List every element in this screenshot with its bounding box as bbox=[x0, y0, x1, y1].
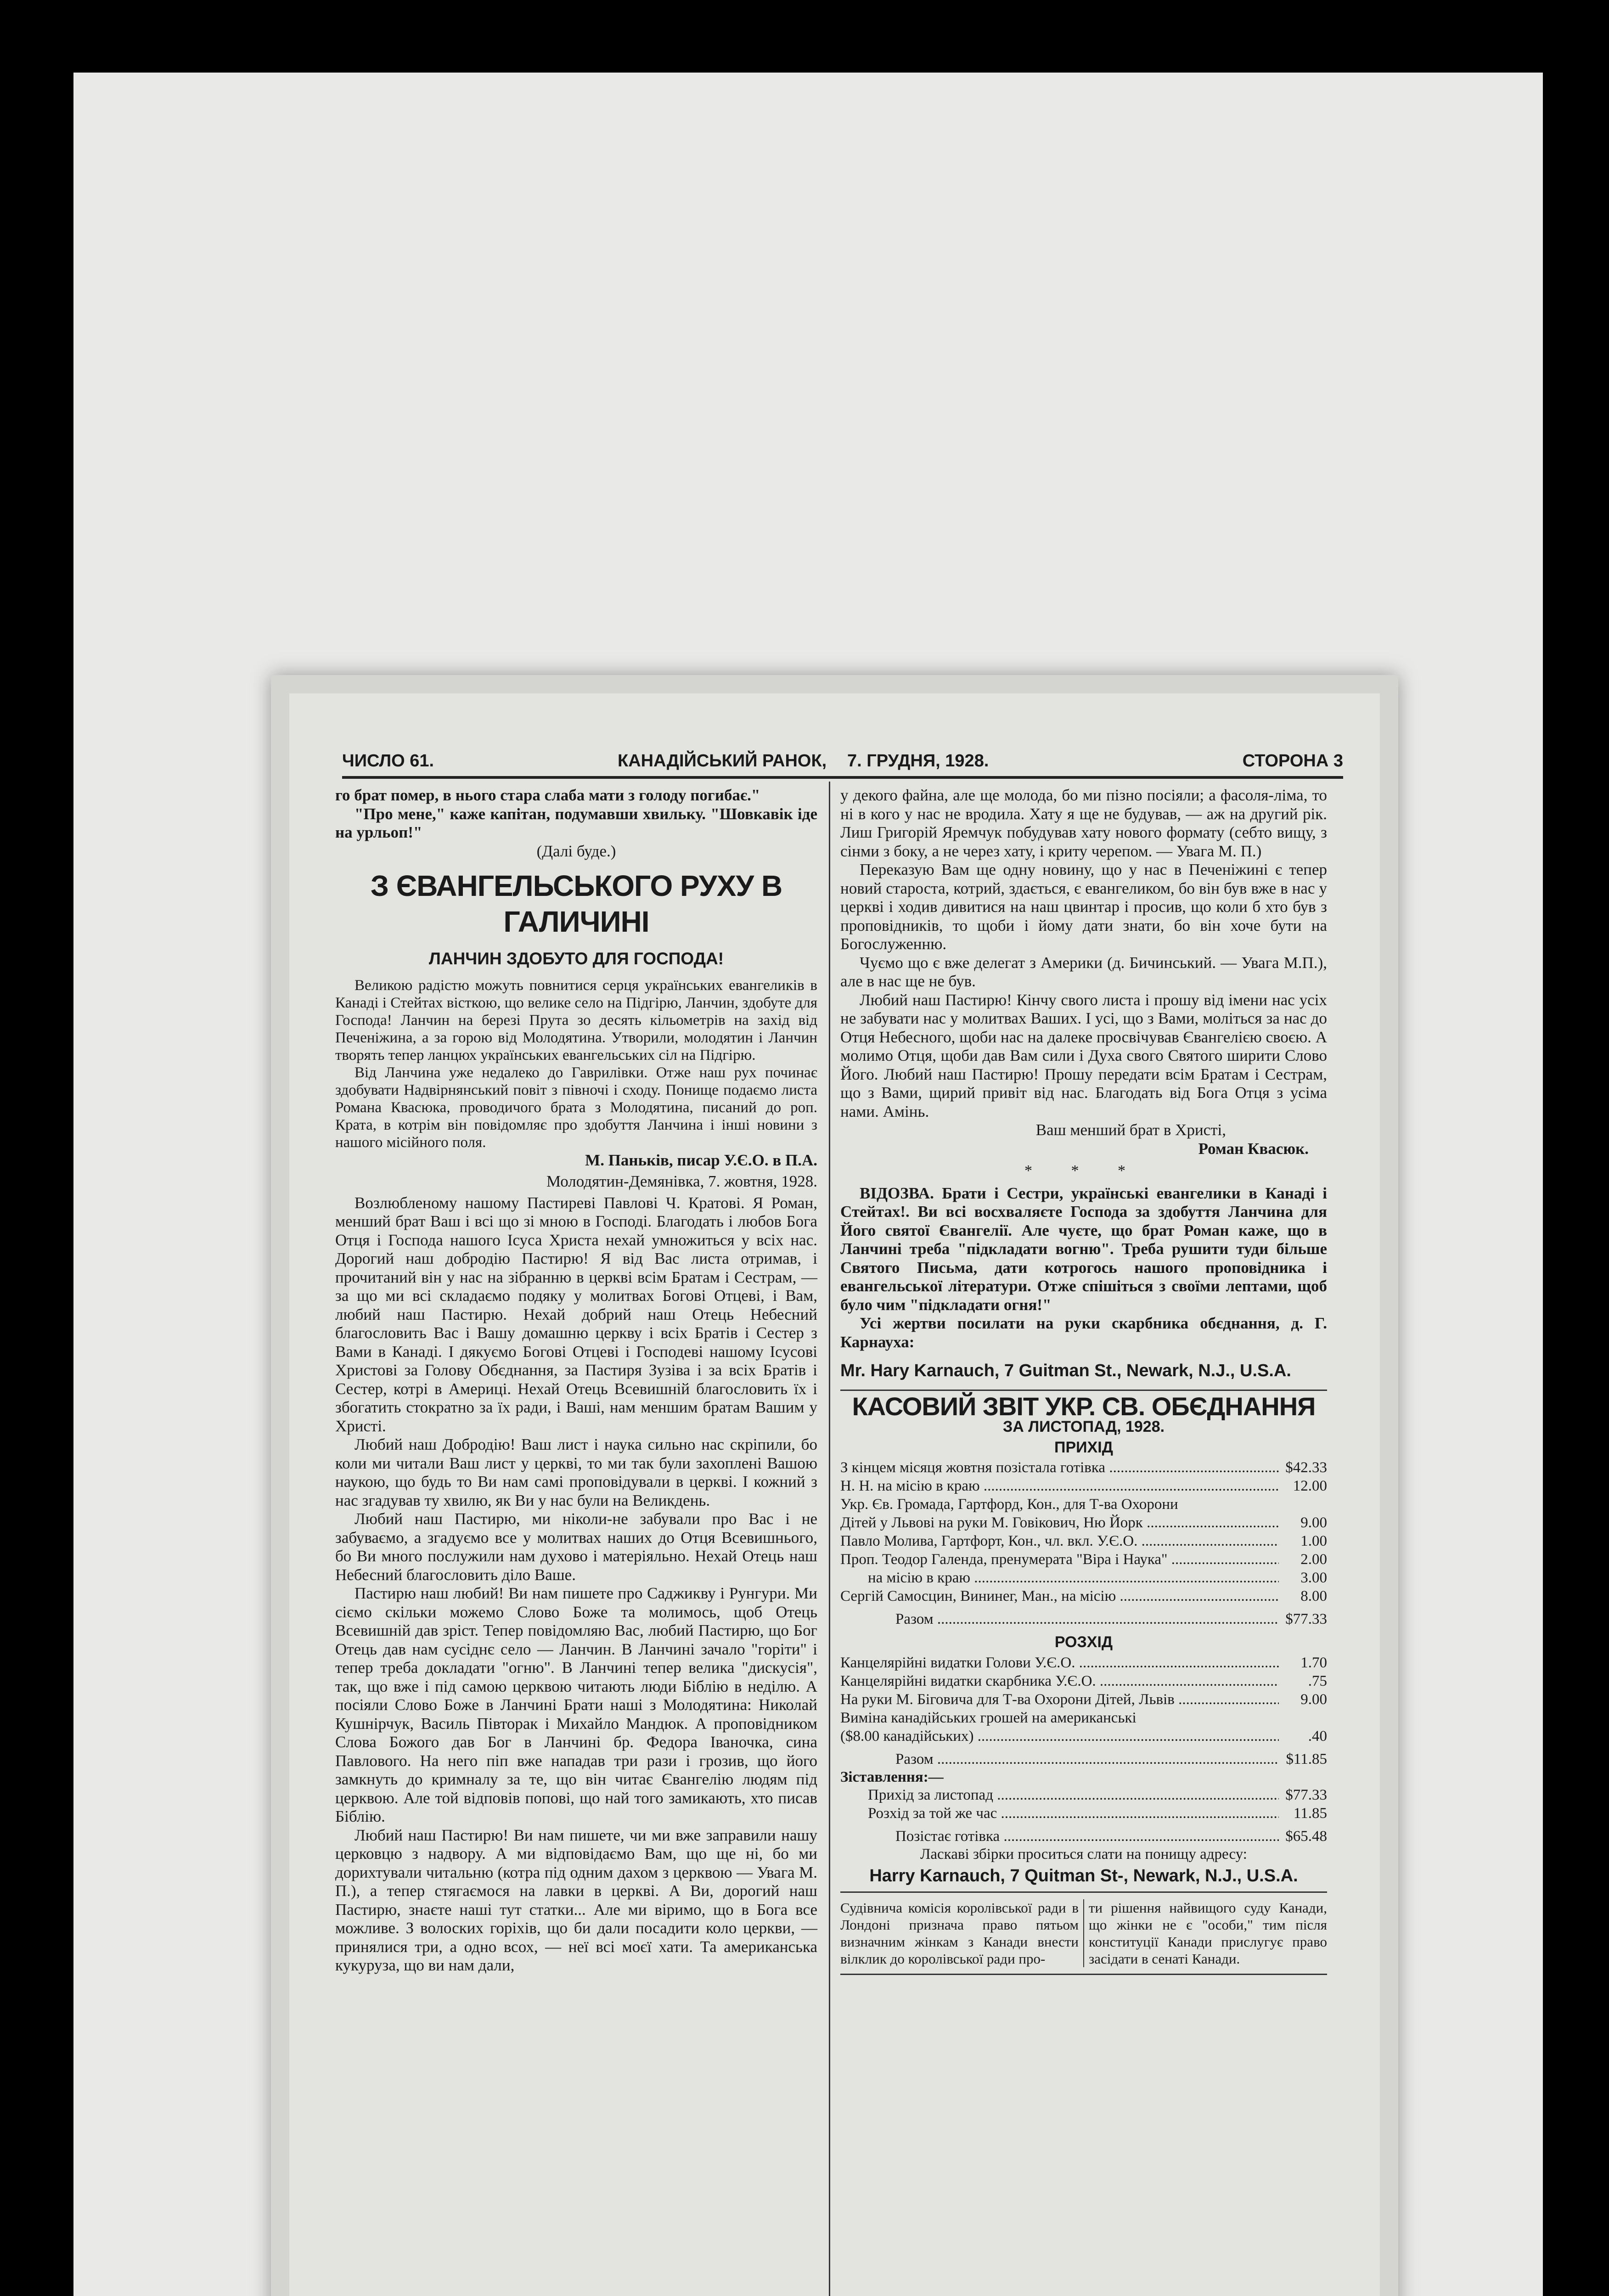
income-row bbox=[840, 1495, 1327, 1514]
income-list bbox=[840, 1458, 1327, 1605]
expense-label: На руки М. Біговича для Т-ва Охорони Дітей, Львів ..... bbox=[840, 1690, 1279, 1709]
letter-paragraph: у декого файна, але ще молода, бо ми пізно посіяли; а фасоля-ліма, то ні в кого у нас не вродила. Хату я ще не будував, — аж на другий рік. Лиш Григорій Яремчук побудував хату нового формату (себто вищу, з сінми з боку, а не через хату, і криту черепом. — Увага М. П.) bbox=[840, 786, 1327, 860]
expense-label: Виміна канадійських грошей на американські bbox=[840, 1709, 1136, 1726]
summary-label: Розхід за той же час ..... bbox=[868, 1804, 1279, 1823]
article-paragraph: Великою радістю можуть повнитися серця українських евангеликів в Канаді і Стейтах вісткою, що велике село на Підгірю, Ланчин, здобуте для Господа! Ланчин на березі Прута зо десять кільометрів на захід від Печеніжина, а за горою від Молодятина. Утворили, молодятин і Ланчин творять тепер ланцюх українських евангельських сіл на Підгірю. bbox=[335, 977, 817, 1064]
page-number: СТОРОНА 3 bbox=[1242, 751, 1343, 771]
header-rule bbox=[342, 776, 1343, 779]
summary-amount: 11.85 bbox=[1293, 1805, 1327, 1822]
income-amount: 8.00 bbox=[1300, 1588, 1327, 1604]
report-title: КАСОВИЙ ЗВІТ УКР. СВ. ОБЄДНАННЯ bbox=[852, 1391, 1316, 1421]
article-signature: М. Паньків, писар У.Є.О. в П.А. bbox=[585, 1151, 817, 1169]
letter-paragraph: Любий наш Пастирю! Кінчу свого листа і прошу від імени нас усіх не забувати нас у молитвах Ваших. І усі, що з Вами, моліться за нас до Отця Небесного, щоби нас на далеке просвічував Євангелією своєю. А молимо Отця, щоби дав Вам сили і Духа свого Святого ширити Слово Його. Любий наш Пастирю! Прошу передати всім Братам і Сестрам, що з Вами, щирий привіт від нас. Благодать від Бога Отця з усіма нами. Амінь. bbox=[840, 990, 1327, 1120]
income-amount: $42.33 bbox=[1285, 1459, 1327, 1476]
letter-paragraph: Чуємо що є вже делегат з Америки (д. Бичинський. — Увага М.П.), але в нас ще не був. bbox=[840, 953, 1327, 990]
divider bbox=[840, 1891, 1327, 1893]
news-text-b: ти рішення найвищого суду Канади, що жінки не є "особи," тим після конституції Канади прислугує право засідати в сенаті Канади. bbox=[1083, 1899, 1327, 1967]
summary-amount: $77.33 bbox=[1285, 1786, 1327, 1803]
income-label: Дітей у Львові на руки М. Говікович, Ню Йорк ..... bbox=[840, 1514, 1279, 1532]
summary-list bbox=[840, 1786, 1327, 1823]
expense-heading: РОЗХІД bbox=[1054, 1633, 1113, 1651]
expense-row bbox=[840, 1690, 1327, 1709]
income-total-label: Разом ..... bbox=[895, 1610, 1279, 1628]
income-label: Укр. Єв. Громада, Гартфорд, Кон., для Т-ва Охорони bbox=[840, 1496, 1178, 1513]
news-text-a: Судівнича комісія королівської ради в Лондоні признача право пятьом визначним жінкам з Канади внести вілклик до королівської ради про- bbox=[840, 1900, 1079, 1967]
right-column bbox=[840, 786, 1327, 1981]
income-row bbox=[840, 1569, 1327, 1587]
article-paragraph: Від Ланчина уже недалеко до Гаврилівки. Отже наш рух починає здобувати Надвірнянський повіт з півночі і сходу. Понище подаємо листа Романа Квасюка, проводичого брата з Молодятина, писаний до роп. Крата, в котрім він повідомляє про здобуття Ланчина і інші новини з нашого місійного поля. bbox=[335, 1064, 817, 1151]
expense-amount bbox=[1279, 1709, 1327, 1727]
letter-paragraph: Возлюбленому нашому Пастиреві Павлові Ч. Кратові. Я Роман, менший брат Ваш і всі що зі мною в Господі. Благодать і любов Бога Отця і Господа нашого Ісуса Христа нехай умножиться у всіх нас. Дорогий наш добродію Пастирю! Я від Вас листа отримав, і прочитаний він у нас на зібранню в церкві всім Братам і Сестрам, — за що ми всі складаємо подяку у молитвах Боговi Отцеві, і Вам, любий наш Пастирю. Нехай добрий наш Отець Небесний благословить Вас і Вашу домашню церкву і всіх Братів і Сестер з Вами в Канаді. І дякуємо Богові Отцеві і Господеві нашому Ісусові Христові за Голову Обєднання, за Пастиря Зузіва і за всіх Братів і Сестер, котрі в Америці. Нехай Отець Всевишній благословить їх і збогатить стократно за їх ради, і Ваші, нам меншим братам Вашим у Христі. bbox=[335, 1193, 817, 1435]
continued-text: го брат помер, в нього стара слаба мати з голоду погибає." bbox=[335, 786, 760, 804]
page-header bbox=[342, 751, 1343, 779]
income-label: З кінцем місяця жовтня позістала готівка ..... bbox=[840, 1458, 1279, 1477]
appeal-text: ВІДОЗВА. Брати і Сестри, українські евангелики в Канаді і Стейтах!. Ви всі восхваляєте Господа за здобуття Ланчина для Його святої Євангелії. Але чуєте, що брат Роман каже, що в Ланчині треба "підкладати вогню". Треба рушити туди більше Святого Письма, дати котрогось нашого проповідника і евангельської літератури. Отже спішіться з своїми лептами, щоб було чим "підкладати огня!" bbox=[840, 1184, 1327, 1314]
expense-amount: 1.70 bbox=[1300, 1654, 1327, 1671]
income-amount: 1.00 bbox=[1300, 1533, 1327, 1549]
summary-heading: Зіставлення:— bbox=[840, 1768, 944, 1785]
expense-list bbox=[840, 1654, 1327, 1745]
treasurer-address: Mr. Hary Karnauch, 7 Guitman St., Newark, N.J., U.S.A. bbox=[840, 1361, 1291, 1380]
letter-place-date: Молодятин-Демянівка, 7. жовтня, 1928. bbox=[546, 1172, 817, 1190]
expense-amount: .40 bbox=[1308, 1728, 1327, 1745]
income-row bbox=[840, 1458, 1327, 1477]
letter-paragraph: Любий наш Добродію! Ваш лист і наука сильно нас скріпили, бо коли ми читали Ваш лист у церкві, то ми так були захоплені Вашою наукою, що будь то Ви нам самі проповідували в церкві. І кожний з нас згадував ту хвилю, як Ви у нас були на Великдень. bbox=[335, 1435, 817, 1509]
summary-row bbox=[840, 1804, 1327, 1823]
divider bbox=[840, 1974, 1327, 1975]
balance-label: Позістає готівка ..... bbox=[895, 1827, 1279, 1846]
appeal-text-2: Усі жертви посилати на руки скарбника обєднання, д. Г. Карнауха: bbox=[840, 1314, 1327, 1351]
balance: $65.48 bbox=[1285, 1828, 1327, 1845]
income-row bbox=[840, 1587, 1327, 1605]
expense-row bbox=[840, 1727, 1327, 1745]
income-amount: 9.00 bbox=[1300, 1514, 1327, 1531]
income-label: Сергій Самосцин, Вининег, Ман., на місію ..... bbox=[840, 1587, 1279, 1605]
expense-row bbox=[840, 1709, 1327, 1727]
expense-total-row bbox=[840, 1750, 1327, 1768]
expense-label: Канцелярійні видатки Голови У.Є.О. ..... bbox=[840, 1654, 1279, 1672]
issue-date: 7. ГРУДНЯ, 1928. bbox=[847, 751, 989, 771]
divider bbox=[840, 1390, 1327, 1391]
letter-paragraph: Переказую Вам ще одну новину, що у нас в Печеніжині є тепер новий староста, котрий, здається, є евангеликом, бо він був вже в нас у церкві і ходив дивитися на наш цвинтар і просив, що коли б хто був з проповідників, то щоби і йому дати знати, бо він хоче бути на Богослуженню. bbox=[840, 861, 1327, 953]
continued-text-2: "Про мене," каже капітан, подумавши хвильку. "Шовкавік іде на урльоп!" bbox=[335, 805, 817, 841]
continued-note: (Далі буде.) bbox=[536, 842, 616, 860]
donate-note: Ласкаві збірки проситься слати на понищу адресу: bbox=[920, 1846, 1247, 1863]
report-subtitle: ЗА ЛИСТОПАД, 1928. bbox=[1002, 1418, 1165, 1435]
article-subtitle: ЛАНЧИН ЗДОБУТО ДЛЯ ГОСПОДА! bbox=[428, 949, 724, 968]
income-label: Проп. Теодор Галенда, пренумерата "Віра і Наука" ..... bbox=[840, 1550, 1279, 1569]
article-title: З ЄВАНГЕЛЬСЬКОГО РУХУ В ГАЛИЧИНІ bbox=[370, 869, 782, 938]
income-total-row bbox=[840, 1610, 1327, 1628]
letter-closing: Ваш менший брат в Христі, bbox=[1035, 1121, 1226, 1139]
income-amount: 2.00 bbox=[1300, 1551, 1327, 1568]
income-label: на місію в краю ..... bbox=[868, 1569, 1279, 1587]
letter-paragraph: Любий наш Пастирю, ми ніколи-не забували про Вас і не забуваємо, а згадуємо все у молитвах наших до Отця Всевишнього, бо Ви много послужили нам духово і матеріяльно. Нехай Отець наш Небесний благословить діло Ваше. bbox=[335, 1510, 817, 1584]
news-item bbox=[840, 1899, 1327, 1967]
letter-paragraph: Пастирю наш любий! Ви нам пишете про Саджикву і Рунгури. Ми сіємо скільки можемо Слово Боже та молимось, щоб Отець Всевишній дав зріст. Тепер повідомляю Вас, любий Пастирю, що Бог Отець дав нам сусіднє село — Ланчин. В Ланчині зачало "горіти" і тепер треба докладати "огню". В Ланчині тепер велика "дискусія", так, що вже і під самою церквою читають люди Біблію в неділю. А посіяли Слово Боже в Ланчині Брати наші з Молодятина: Николай Кушнірчук, Василь Півторак і Михайло Мандюк. А проповідником Слова Божого дав Бог в Ланчині бр. Федора Іваночка, сина Павлового. На него піп вже нападав три рази і грозив, що його замкнуть до кримналу за те, що він читає Євангелію людям під церквою. Але той відповів попові, що най того замикають, хто писав Біблію. bbox=[335, 1584, 817, 1825]
treasurer-address-2: Harry Karnauch, 7 Quitman St-, Newark, N.J., U.S.A. bbox=[869, 1866, 1298, 1885]
income-label: Н. Н. на місію в краю ..... bbox=[840, 1477, 1279, 1495]
newspaper-page bbox=[271, 675, 1398, 2296]
issue-number: ЧИСЛО 61. bbox=[342, 751, 434, 771]
paper-title: КАНАДІЙСЬКИЙ РАНОК, bbox=[618, 751, 827, 771]
expense-total-label: Разом ..... bbox=[895, 1750, 1279, 1768]
expense-label: Канцелярійні видатки скарбника У.Є.О. ..... bbox=[840, 1672, 1279, 1690]
summary-label: Прихід за листопад ..... bbox=[868, 1786, 1279, 1804]
income-row bbox=[840, 1550, 1327, 1569]
income-row bbox=[840, 1514, 1327, 1532]
section-separator: * * * bbox=[1024, 1162, 1143, 1179]
expense-total: $11.85 bbox=[1286, 1750, 1327, 1767]
income-label: Павло Молива, Гартфорт, Кон., чл. вкл. У.Є.О. ..... bbox=[840, 1532, 1279, 1550]
income-row bbox=[840, 1477, 1327, 1495]
income-row bbox=[840, 1532, 1327, 1550]
left-column bbox=[335, 786, 817, 1975]
expense-label: ($8.00 канадійських) ..... bbox=[840, 1727, 1279, 1745]
expense-amount: .75 bbox=[1308, 1672, 1327, 1689]
expense-row bbox=[840, 1672, 1327, 1690]
expense-amount: 9.00 bbox=[1300, 1691, 1327, 1708]
expense-row bbox=[840, 1654, 1327, 1672]
column-divider bbox=[829, 782, 830, 2296]
letter-paragraph: Любий наш Пастирю! Ви нам пишете, чи ми вже заправили нашу церковцю з надвору. А ми відповідаємо Вам, що ще ні, бо ми дорихтували читальню (котра під одним дахом з церквою — Увага М. П.), а тепер стягаємося на лавки в церкві. А Ви, дорогий наш Пастирю, знаєте наші тут статки... Але ми віримо, що в Бога все можливе. З волоских горіхів, що би дали посадити коло церкви, — принялися три, а одно всох, — неї всі моєї хати. Та американська кукуруза, що ви нам дали, bbox=[335, 1826, 817, 1974]
summary-row bbox=[840, 1786, 1327, 1804]
income-amount: 12.00 bbox=[1293, 1478, 1327, 1494]
balance-row bbox=[840, 1827, 1327, 1846]
income-amount: 3.00 bbox=[1300, 1570, 1327, 1586]
income-heading: ПРИХІД bbox=[1054, 1438, 1113, 1456]
income-total: $77.33 bbox=[1285, 1611, 1327, 1627]
letter-signature: Роман Квасюк. bbox=[1198, 1139, 1309, 1158]
income-amount bbox=[1279, 1495, 1327, 1514]
